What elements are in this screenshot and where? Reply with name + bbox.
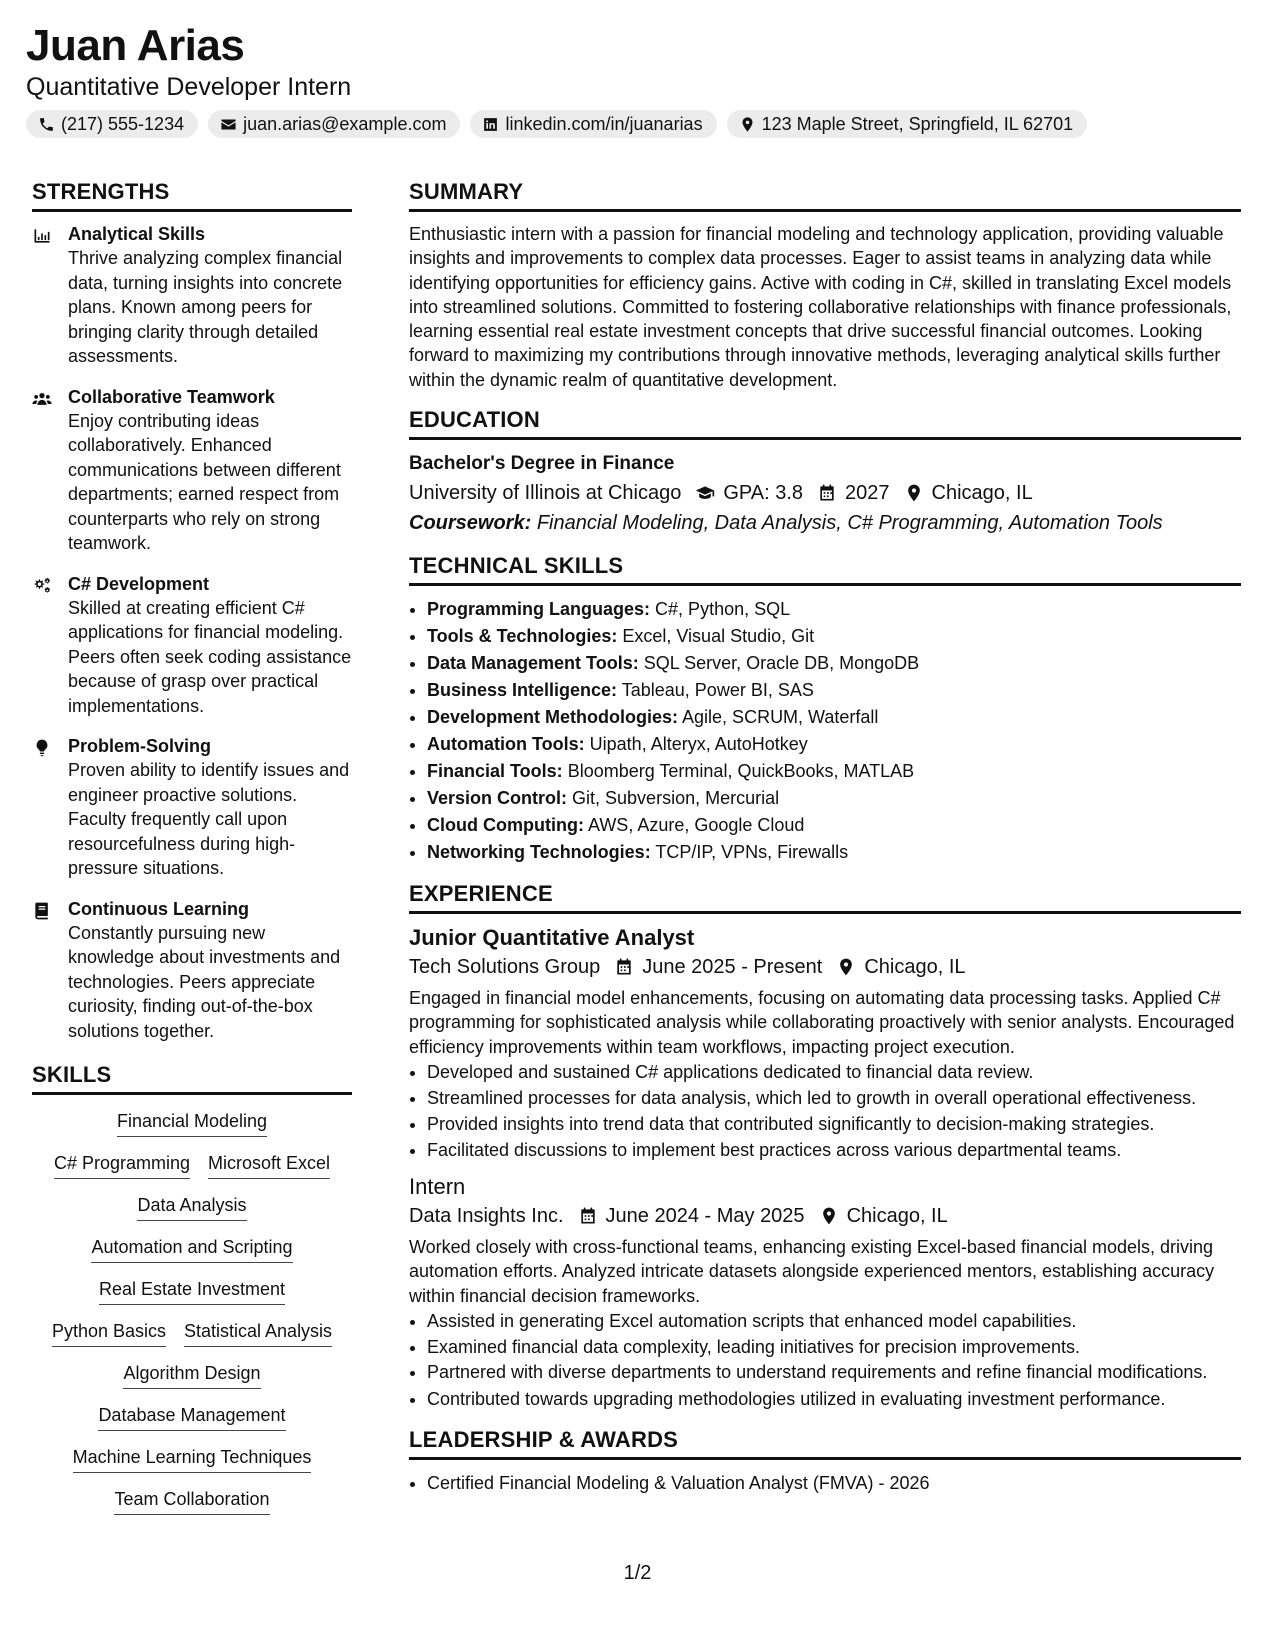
job-location: Chicago, IL: [864, 956, 966, 979]
skill-values: TCP/IP, VPNs, Firewalls: [655, 842, 849, 863]
calendar-icon: [817, 483, 837, 503]
list-item: • Contributed towards upgrading methodologies utilized in evaluating investment performance.: [427, 1386, 1241, 1412]
education-heading: EDUCATION: [409, 406, 1241, 440]
strength-title: C# Development: [68, 573, 210, 594]
contact-address-text: 123 Maple Street, Springfield, IL 62701: [761, 113, 1074, 134]
skill-category: Business Intelligence:: [427, 680, 618, 701]
skill-category: Financial Tools:: [427, 761, 563, 782]
list-item: [427, 704, 1241, 731]
list-item: • Partnered with diverse departments to understand requirements and refine financial modifications.: [427, 1360, 1241, 1384]
summary-heading: SUMMARY: [409, 178, 1241, 212]
skill-tag: Real Estate Investment: [99, 1277, 285, 1305]
coursework-label: Coursework:: [409, 512, 532, 535]
company-name: Tech Solutions Group: [409, 956, 601, 979]
skill-tag: Data Analysis: [137, 1193, 246, 1221]
strength-item: [32, 385, 352, 556]
candidate-name: Juan Arias: [26, 21, 245, 70]
education-section: [409, 406, 1241, 538]
list-item: • Streamlined processes for data analysis, which led to growth in overall operational effectiveness.: [427, 1085, 1241, 1111]
skill-category: Cloud Computing:: [427, 815, 584, 836]
list-item: [427, 623, 1241, 650]
skill-category: Version Control:: [427, 788, 568, 809]
job-description: Engaged in financial model enhancements, focusing on automating data processing tasks. Applied C# programming for sophisticated analysis while collaborating proactively with senior analysts. Encouraged efficiency improvements within team workflows, impacting project execution.: [409, 988, 1235, 1057]
candidate-title: Quantitative Developer Intern: [26, 73, 352, 101]
book-icon: [32, 901, 52, 921]
skill-values: Excel, Visual Studio, Git: [622, 626, 815, 647]
experience-section: [409, 880, 1241, 1412]
strength-item: [32, 572, 352, 719]
job-meta: [409, 952, 1241, 982]
job-location: Chicago, IL: [846, 1204, 948, 1227]
skill-values: C#, Python, SQL: [655, 599, 791, 620]
strengths-heading: STRENGTHS: [32, 178, 352, 212]
contact-phone[interactable]: [26, 110, 198, 138]
list-item: • Assisted in generating Excel automation scripts that enhanced model capabilities.: [427, 1308, 1241, 1334]
skill-tag: Automation and Scripting: [91, 1235, 292, 1263]
job-entry: [409, 924, 1241, 1163]
skill-values: AWS, Azure, Google Cloud: [587, 815, 805, 836]
job-bullets: [409, 1059, 1241, 1163]
skill-tag: Financial Modeling: [117, 1109, 267, 1137]
skill-category: Networking Technologies:: [427, 842, 651, 863]
strength-title: Collaborative Teamwork: [68, 386, 275, 407]
strength-item: [32, 222, 352, 369]
job-title: Intern: [409, 1173, 466, 1199]
technical-skills-list: [409, 596, 1241, 866]
skill-values: Agile, SCRUM, Waterfall: [682, 707, 879, 728]
left-column: [32, 178, 352, 1515]
list-item: • Examined financial data complexity, leading initiatives for precision improvements.: [427, 1334, 1241, 1360]
job-entry: [409, 1173, 1241, 1412]
job-description: Worked closely with cross-functional teams, enhancing existing Excel-based financial models, driving automation efforts. Analyzed intricate datasets alongside experienced mentors, establishing accuracy within financial decision frameworks.: [409, 1236, 1215, 1306]
skill-tag: Microsoft Excel: [208, 1151, 330, 1179]
school-name: University of Illinois at Chicago: [409, 482, 682, 505]
lightbulb-icon: [32, 738, 52, 758]
cogs-icon: [32, 576, 52, 596]
map-pin-icon: [836, 957, 856, 977]
contact-email-text: juan.arias@example.com: [243, 113, 447, 134]
strength-item: [32, 734, 352, 881]
job-title: Junior Quantitative Analyst: [409, 925, 695, 951]
skills-heading: SKILLS: [32, 1061, 352, 1095]
page-number: 1/2: [623, 1562, 652, 1584]
resume-header: [26, 18, 1246, 138]
skill-values: Tableau, Power BI, SAS: [621, 680, 814, 701]
company-name: Data Insights Inc.: [409, 1204, 564, 1227]
job-bullets: [409, 1308, 1241, 1412]
contact-bar: [26, 110, 1246, 138]
summary-section: [409, 178, 1241, 392]
strength-text: Proven ability to identify issues and engineer proactive solutions. Faculty frequently call upon resourcefulness during high-pressure situations.: [68, 760, 350, 878]
strength-text: Enjoy contributing ideas collaboratively. Enhanced communications between different departments; earned respect from counterparts who rely on strong teamwork.: [68, 410, 341, 553]
map-pin-icon: [819, 1206, 839, 1226]
list-item: [427, 596, 1241, 623]
right-column: [409, 178, 1241, 1511]
skill-category: Data Management Tools:: [427, 653, 639, 674]
skill-values: Bloomberg Terminal, QuickBooks, MATLAB: [567, 761, 915, 782]
list-item: [427, 812, 1241, 839]
skill-tag: Database Management: [98, 1403, 285, 1431]
list-item: • Developed and sustained C# applications dedicated to financial data review.: [427, 1059, 1241, 1085]
skill-tag: Algorithm Design: [123, 1361, 260, 1389]
summary-text: Enthusiastic intern with a passion for financial modeling and technology application, providing valuable insights and improvements to complex data processes. Eager to assist teams in analyzing data while identifying opportunities for efficiency gains. Active with coding in C#, skilled in translating Excel models into streamlined solutions. Committed to fostering collaborative relationships with finance professionals, learning essential real estate investment concepts that drive successful financial outcomes. Looking forward to maximizing my contributions through innovative methods, leveraging analytical skills further within the dynamic realm of quantitative development.: [409, 224, 1232, 390]
graduation-cap-icon: [695, 483, 715, 503]
skill-values: SQL Server, Oracle DB, MongoDB: [643, 653, 920, 674]
skill-tag: C# Programming: [54, 1151, 190, 1179]
coursework-text: Financial Modeling, Data Analysis, C# Programming, Automation Tools: [536, 512, 1163, 535]
list-item: • Provided insights into trend data that contributed significantly to decision-making strategies.: [427, 1111, 1241, 1137]
job-meta: [409, 1201, 1241, 1231]
experience-heading: EXPERIENCE: [409, 880, 1241, 914]
job-dates: June 2025 - Present: [642, 956, 823, 979]
list-item: [427, 731, 1241, 758]
skill-category: Automation Tools:: [427, 734, 585, 755]
education-meta: [409, 478, 1241, 508]
list-item: [427, 650, 1241, 677]
contact-email[interactable]: [208, 110, 460, 138]
leadership-list: [409, 1470, 1241, 1497]
technical-skills-heading: TECHNICAL SKILLS: [409, 552, 1241, 586]
strength-text: Constantly pursuing new knowledge about investments and technologies. Peers appreciate curiosity, finding out-of-the-box solutions together.: [68, 922, 341, 1041]
skill-category: Development Methodologies:: [427, 707, 679, 728]
list-item: [427, 839, 1241, 866]
chart-bar-icon: [32, 226, 52, 246]
map-pin-icon: [904, 483, 924, 503]
envelope-icon: [220, 116, 237, 133]
phone-icon: [38, 116, 55, 133]
skill-tag: Statistical Analysis: [184, 1319, 332, 1347]
list-item: [427, 785, 1241, 812]
skill-values: Git, Subversion, Mercurial: [572, 788, 780, 809]
degree-title: Bachelor's Degree in Finance: [409, 453, 675, 475]
education-location: Chicago, IL: [931, 482, 1033, 505]
users-icon: [32, 389, 52, 409]
map-pin-icon: [739, 116, 756, 133]
skill-category: Tools & Technologies:: [427, 626, 618, 647]
skill-values: Uipath, Alteryx, AutoHotkey: [589, 734, 808, 755]
linkedin-icon: [482, 116, 499, 133]
skill-tag: Team Collaboration: [114, 1487, 269, 1515]
strength-title: Analytical Skills: [68, 224, 206, 244]
skill-tag: Machine Learning Techniques: [73, 1445, 312, 1473]
strength-title: Problem-Solving: [68, 736, 212, 756]
list-item: • Certified Financial Modeling & Valuation Analyst (FMVA) - 2026: [427, 1470, 1241, 1497]
gpa-text: GPA: 3.8: [723, 482, 804, 505]
skills-list: [32, 1109, 352, 1515]
contact-linkedin[interactable]: [470, 110, 716, 138]
technical-skills-section: [409, 552, 1241, 866]
strength-item: [32, 897, 352, 1044]
skill-tag: Python Basics: [52, 1319, 166, 1347]
strength-title: Continuous Learning: [68, 898, 249, 919]
contact-linkedin-text: linkedin.com/in/juanarias: [505, 113, 703, 134]
list-item: [427, 677, 1241, 704]
strength-text: Skilled at creating efficient C# applications for financial modeling. Peers often seek coding assistance because of grasp over practical implementations.: [68, 597, 352, 716]
list-item: [427, 758, 1241, 785]
calendar-icon: [578, 1206, 598, 1226]
skill-category: Programming Languages:: [427, 599, 651, 620]
coursework: [409, 508, 1241, 538]
contact-phone-text: (217) 555-1234: [61, 113, 185, 134]
list-item: • Facilitated discussions to implement best practices across various departmental teams.: [427, 1137, 1241, 1163]
calendar-icon: [614, 957, 634, 977]
contact-address[interactable]: [727, 110, 1088, 138]
leadership-heading: LEADERSHIP & AWARDS: [409, 1426, 1241, 1460]
graduation-year: 2027: [845, 482, 890, 505]
leadership-section: [409, 1426, 1241, 1497]
job-dates: June 2024 - May 2025: [605, 1204, 805, 1227]
strength-text: Thrive analyzing complex financial data, turning insights into concrete plans. Known among peers for bringing clarity through detailed assessments.: [68, 248, 343, 366]
